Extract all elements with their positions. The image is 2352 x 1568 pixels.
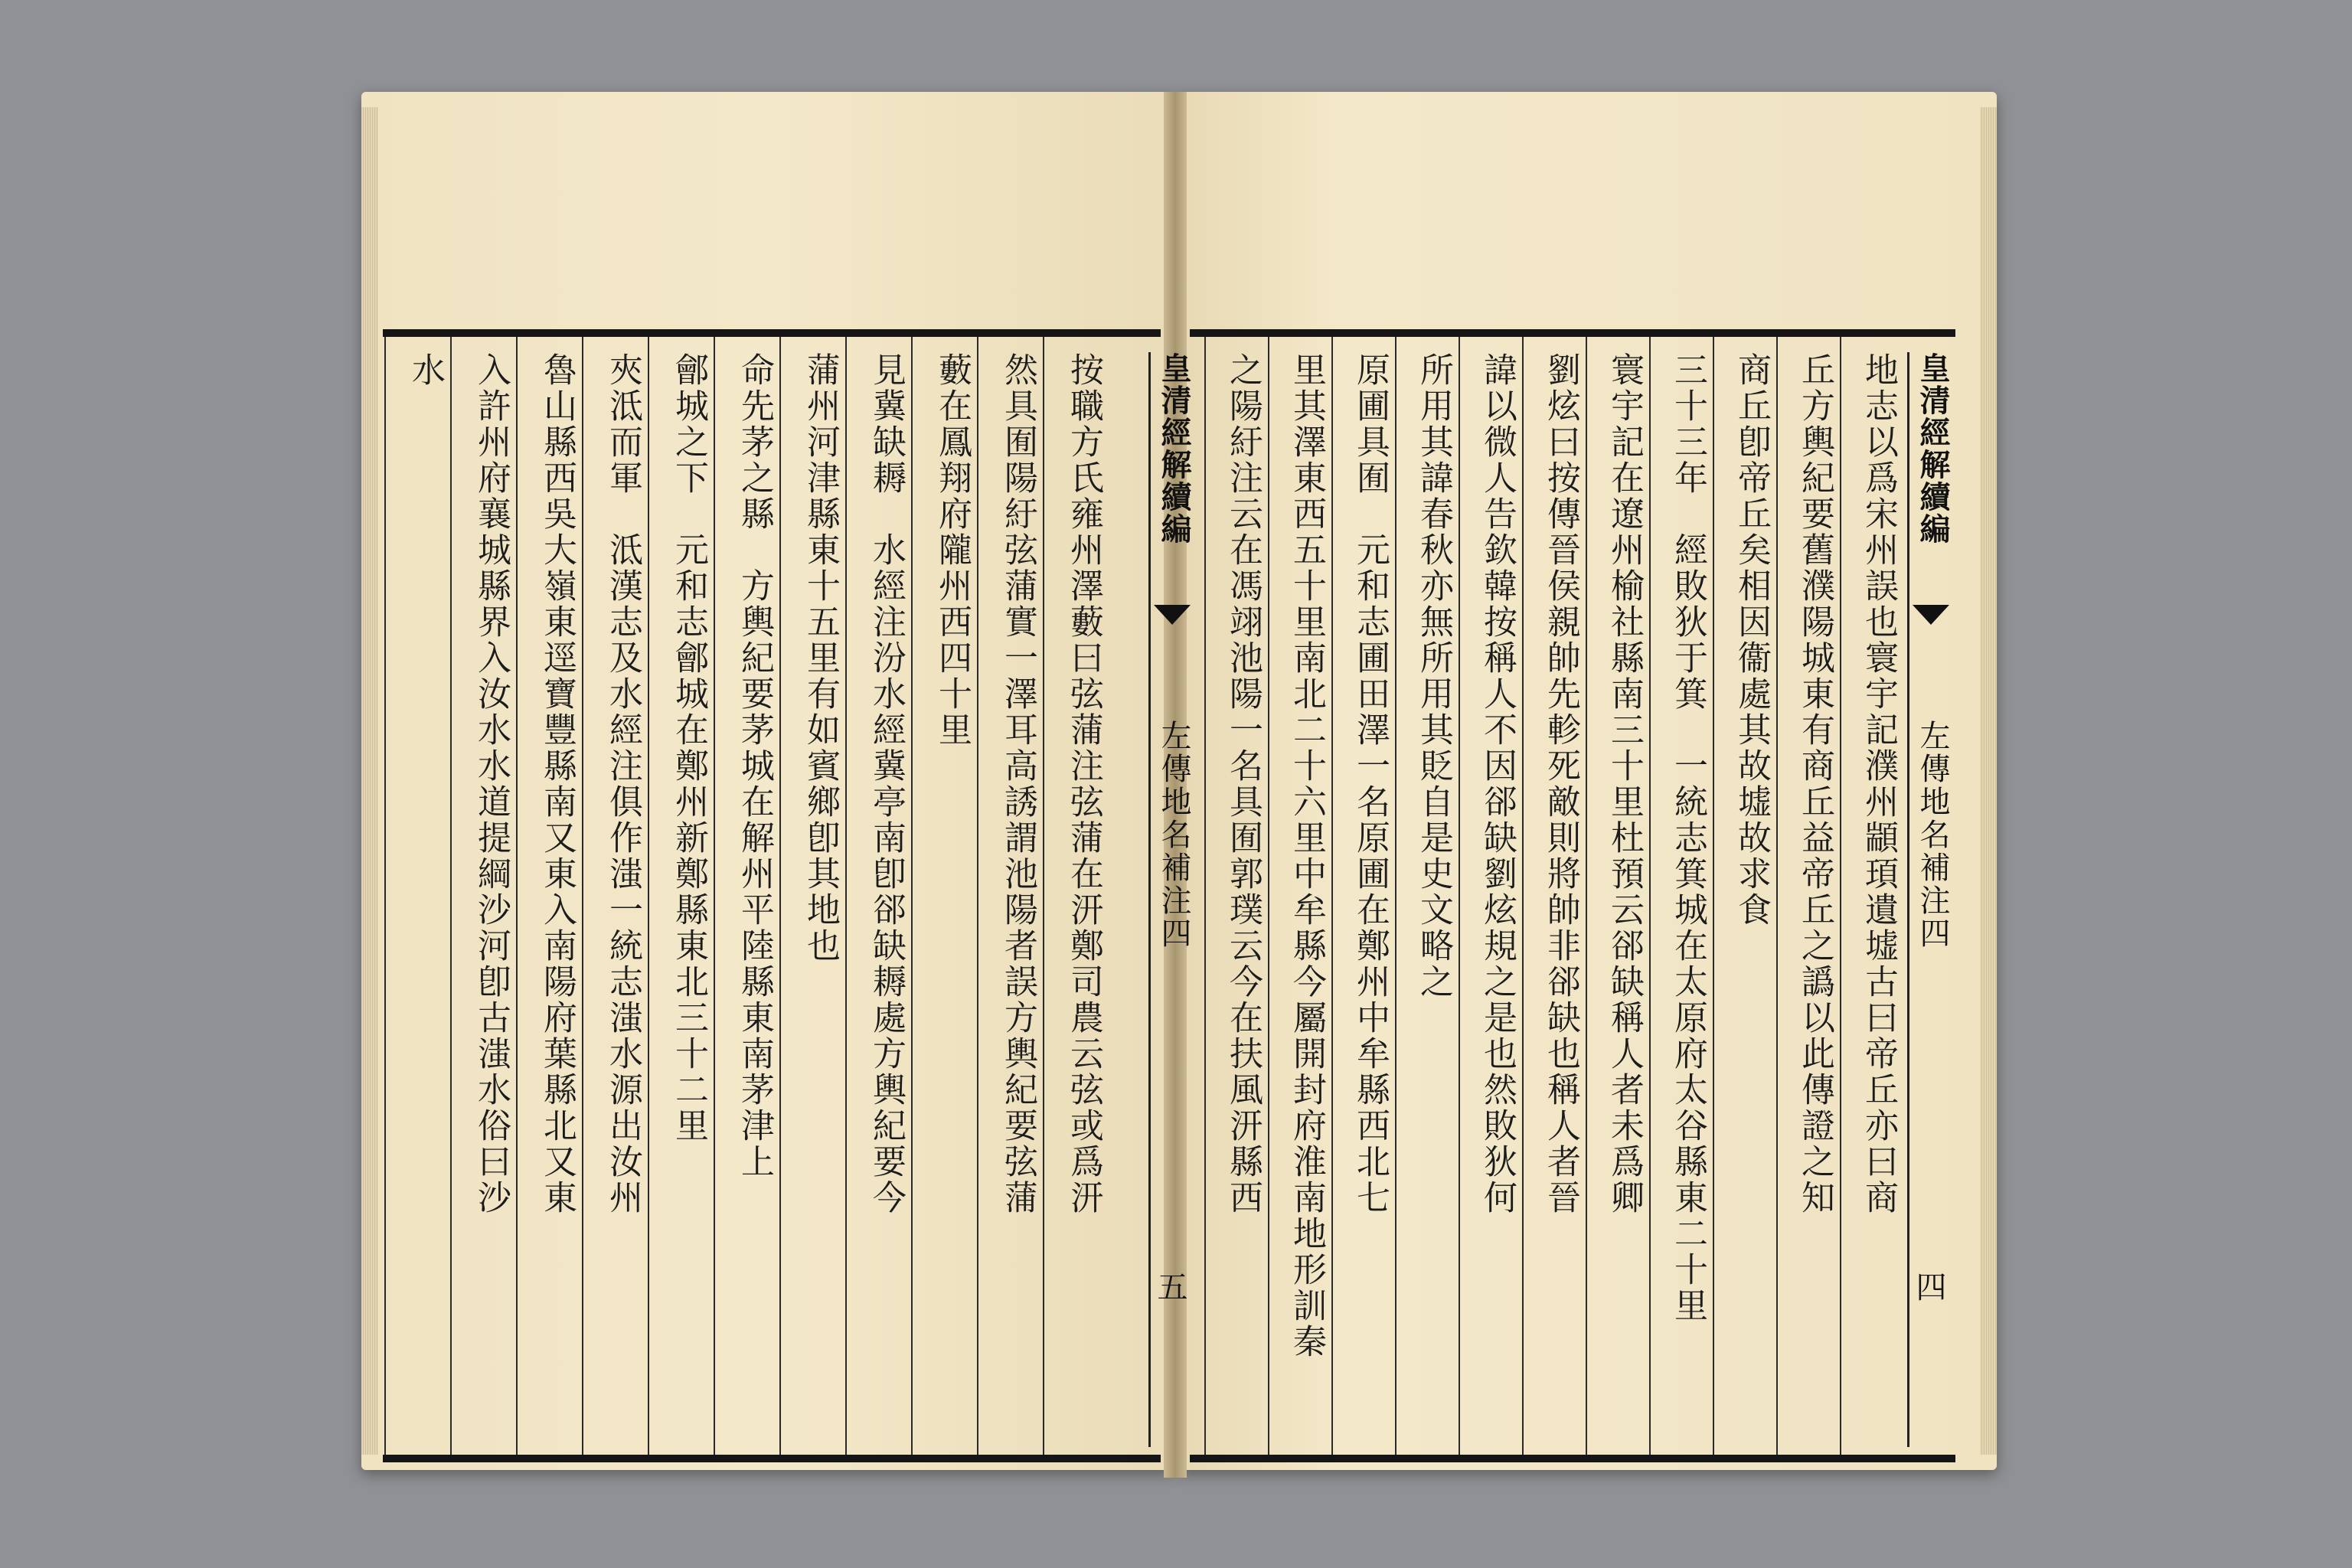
text-column: 劉炫曰按傳晉侯親帥先軫死敵則將帥非郤缺也稱人者晉 bbox=[1541, 352, 1580, 1216]
column-rule bbox=[582, 337, 583, 1455]
text-column: 命先茅之縣 方輿紀要茅城在解州平陸縣東南茅津上 bbox=[735, 352, 774, 1180]
text-column: 之陽紆注云在馮翊池陽一名具囿郭璞云今在扶風汧縣西 bbox=[1223, 352, 1263, 1216]
text-column: 里其澤東西五十里南北二十六里中牟縣今屬開封府淮南地形訓秦 bbox=[1287, 352, 1326, 1360]
text-column: 鄶城之下 元和志鄶城在鄭州新鄭縣東北三十二里 bbox=[669, 352, 708, 1144]
column-rule bbox=[1713, 337, 1714, 1455]
column-rule bbox=[1331, 337, 1333, 1455]
left-banner-title: 皇清經解續編 bbox=[1156, 352, 1192, 545]
text-column: 所用其諱春秋亦無所用其貶自是史文略之 bbox=[1414, 352, 1453, 1000]
text-column: 商丘卽帝丘矣相因衞處其故墟故求食 bbox=[1732, 352, 1771, 928]
left-banner-subtitle: 左傳地名補注四 bbox=[1156, 720, 1191, 950]
text-column: 地志以爲宋州誤也寰宇記濮州顓頊遺墟古曰帝丘亦曰商 bbox=[1859, 352, 1898, 1216]
left-text-frame bbox=[383, 329, 1192, 1462]
fish-tail-mark bbox=[1913, 605, 1949, 625]
right-banner-title: 皇清經解續編 bbox=[1915, 352, 1951, 545]
text-column: 蒲州河津縣東十五里有如賓鄉卽其地也 bbox=[801, 352, 840, 964]
column-rule bbox=[1459, 337, 1460, 1455]
text-column: 藪在鳳翔府隴州西四十里 bbox=[933, 352, 972, 748]
page-edge bbox=[361, 107, 378, 1455]
text-column: 寰宇記在遼州榆社縣南三十里杜預云郤缺稱人者未爲卿 bbox=[1605, 352, 1644, 1216]
column-rule bbox=[714, 337, 715, 1455]
page-edge bbox=[1980, 107, 1997, 1455]
right-banner bbox=[1907, 352, 1955, 1447]
right-text-frame bbox=[1190, 329, 1955, 1462]
column-rule bbox=[1268, 337, 1269, 1455]
column-rule bbox=[384, 337, 386, 1455]
open-book bbox=[352, 92, 1998, 1478]
text-column: 魯山縣西吳大嶺東逕寶豐縣南又東入南陽府葉縣北又東 bbox=[537, 352, 577, 1216]
column-rule bbox=[1395, 337, 1396, 1455]
text-column: 夾泜而軍 泜漢志及水經注俱作滍一統志滍水源出汝州 bbox=[603, 352, 642, 1216]
right-banner-subtitle: 左傳地名補注四 bbox=[1915, 720, 1950, 950]
right-page-number: 四 bbox=[1911, 1271, 1946, 1302]
text-column: 按職方氏雍州澤藪曰弦蒲注弦蒲在汧鄭司農云弦或爲汧 bbox=[1064, 352, 1103, 1216]
column-rule bbox=[450, 337, 452, 1455]
column-rule bbox=[648, 337, 649, 1455]
column-rule bbox=[1776, 337, 1778, 1455]
text-column: 原圃具囿 元和志圃田澤一名原圃在鄭州中牟縣西北七 bbox=[1351, 352, 1390, 1216]
text-column: 水 bbox=[406, 352, 445, 388]
left-banner bbox=[1148, 352, 1194, 1447]
text-column: 然具囿陽紆弦蒲實一澤耳高誘謂池陽者誤方輿紀要弦蒲 bbox=[998, 352, 1037, 1216]
fish-tail-mark bbox=[1154, 605, 1191, 625]
column-rule bbox=[1586, 337, 1587, 1455]
text-column: 丘方輿紀要舊濮陽城東有商丘益帝丘之譌以此傳證之知 bbox=[1795, 352, 1834, 1216]
column-rule bbox=[977, 337, 978, 1455]
column-rule bbox=[1204, 337, 1206, 1455]
left-page-number: 五 bbox=[1152, 1271, 1187, 1302]
text-column: 三十三年 經敗狄于箕 一統志箕城在太原府太谷縣東二十里 bbox=[1668, 352, 1707, 1324]
column-rule bbox=[779, 337, 781, 1455]
column-rule bbox=[1043, 337, 1044, 1455]
column-rule bbox=[1649, 337, 1651, 1455]
text-column: 見冀缺耨 水經注汾水經冀亭南卽郤缺耨處方輿紀要今 bbox=[867, 352, 906, 1216]
text-column: 入許州府襄城縣界入汝水水道提綱沙河卽古滍水俗曰沙 bbox=[472, 352, 511, 1216]
text-column: 諱以微人告欽韓按稱人不因郤缺劉炫規之是也然敗狄何 bbox=[1478, 352, 1517, 1216]
column-rule bbox=[845, 337, 847, 1455]
column-rule bbox=[1840, 337, 1841, 1455]
column-rule bbox=[1522, 337, 1524, 1455]
column-rule bbox=[911, 337, 913, 1455]
column-rule bbox=[516, 337, 518, 1455]
